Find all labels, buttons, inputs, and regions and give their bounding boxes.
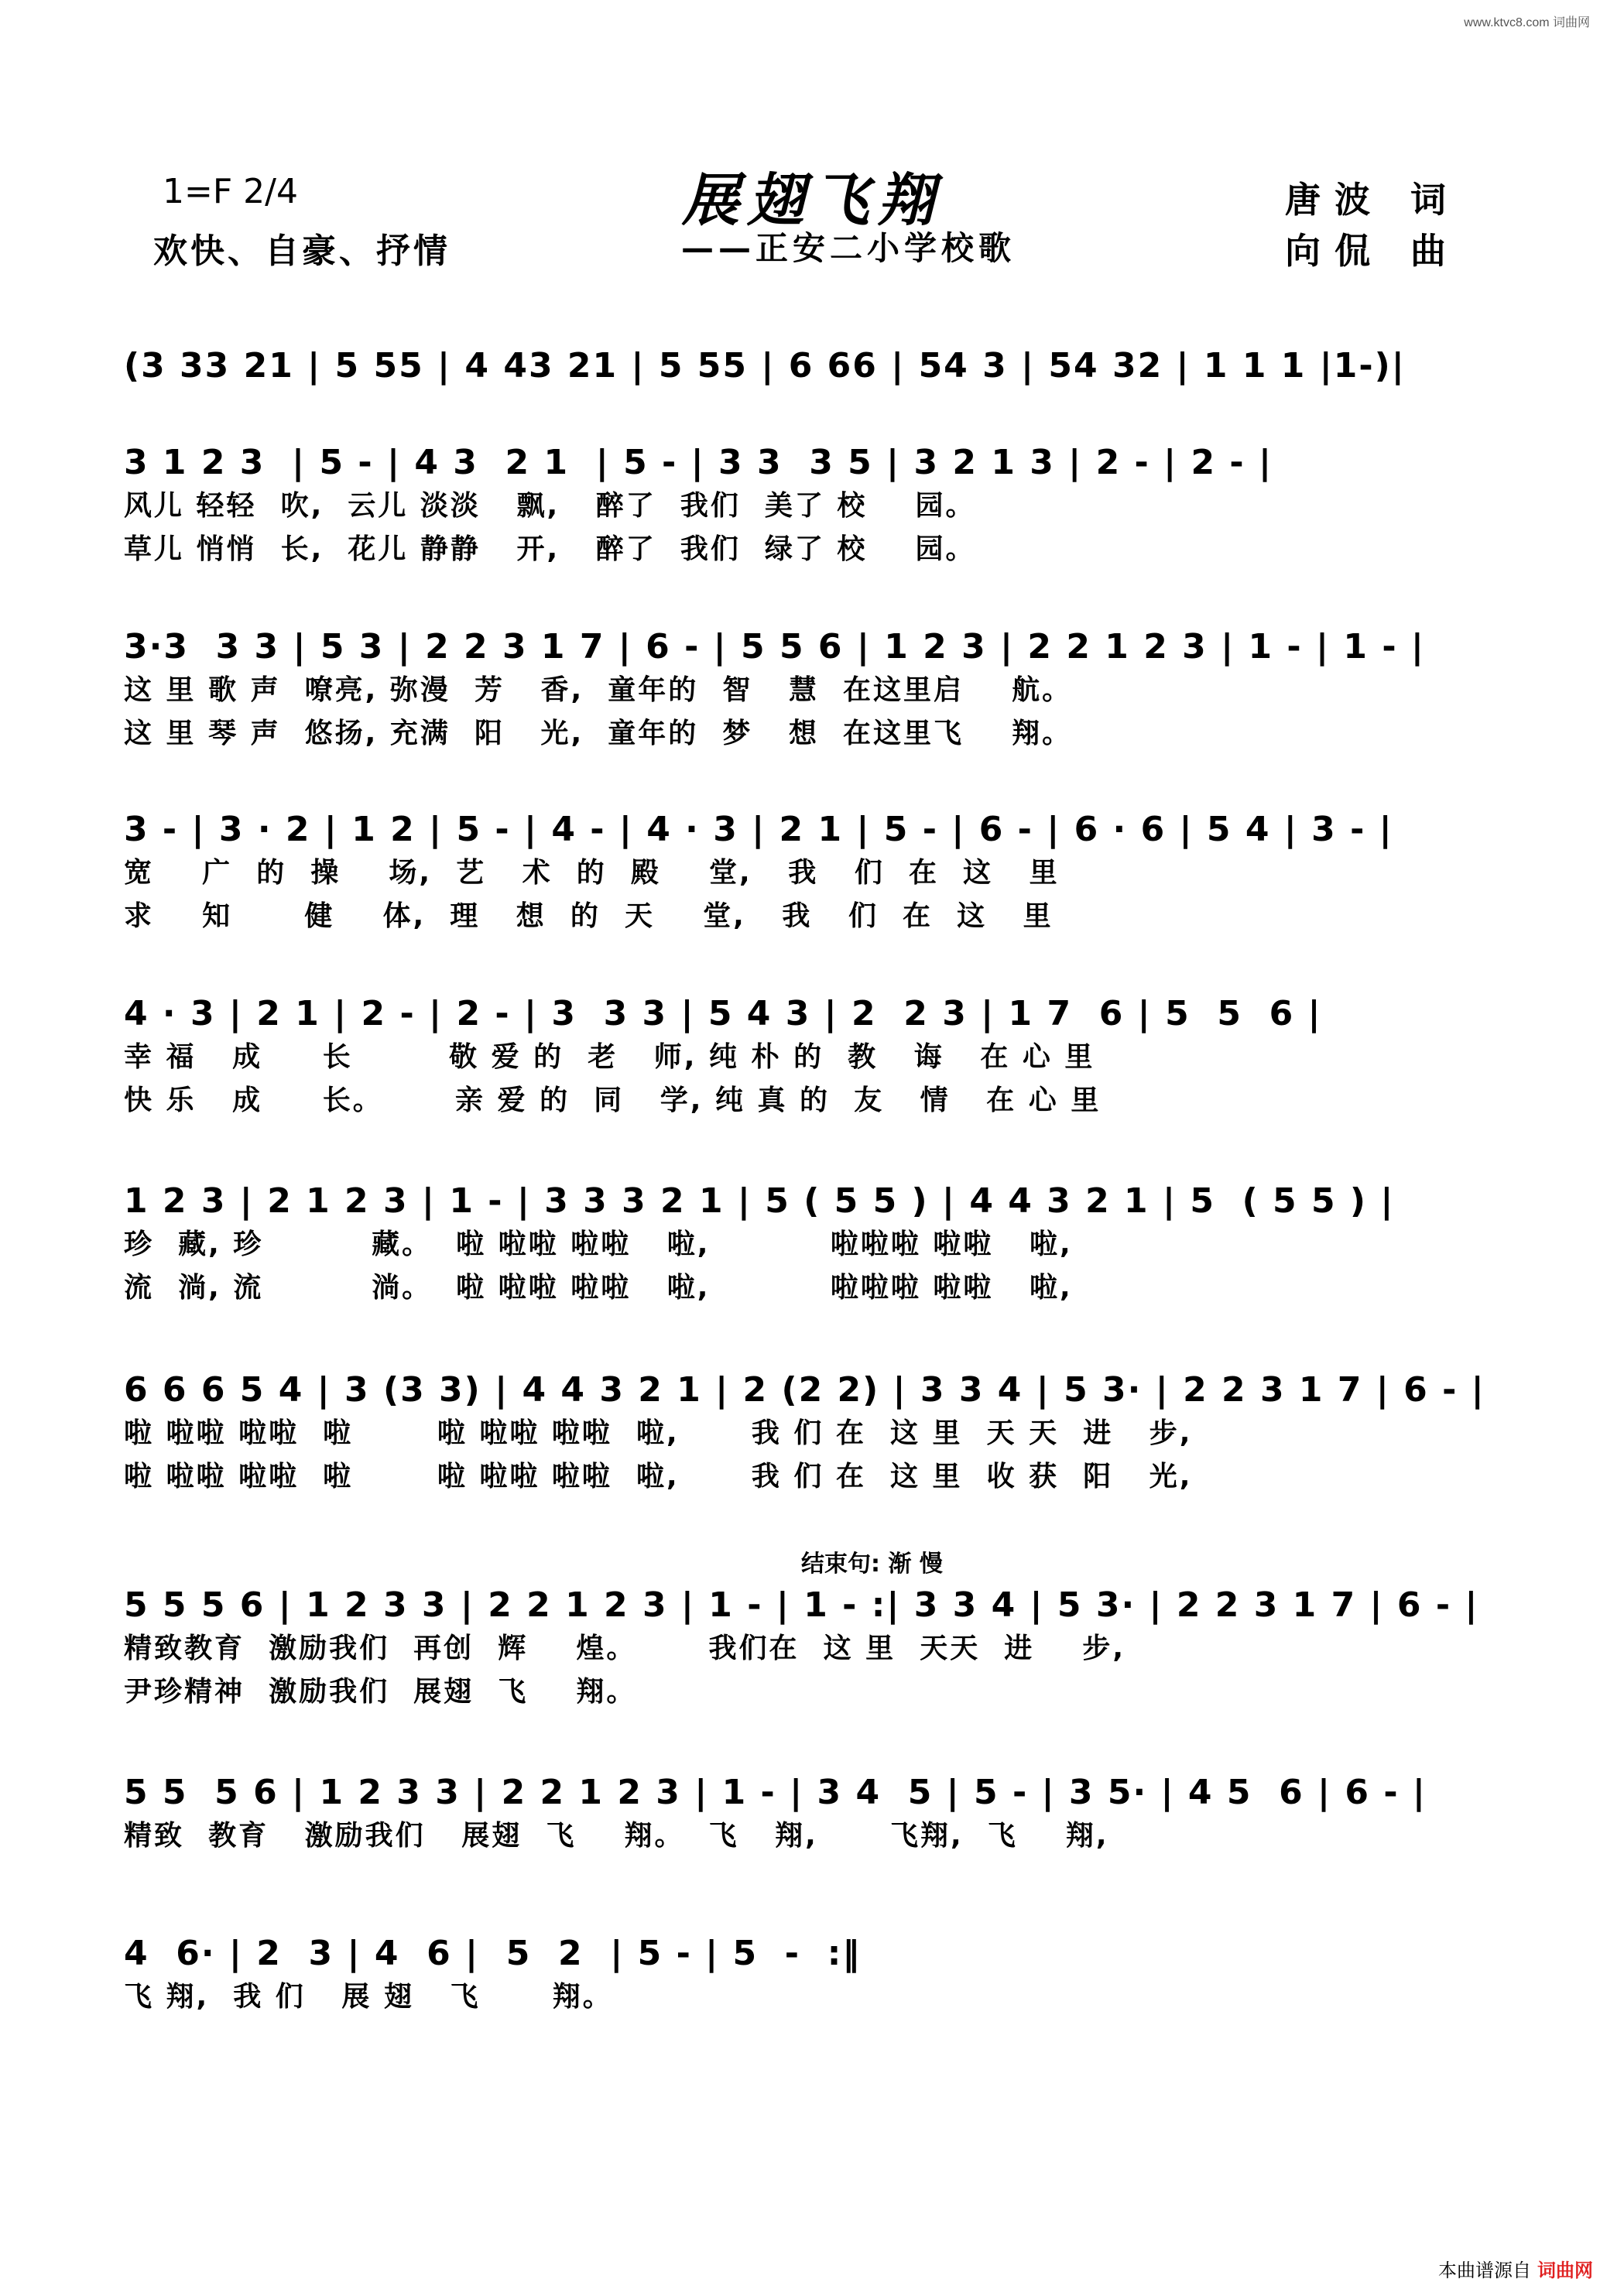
left-watermark-strip [5,31,15,2250]
notation-line: 4 · 3 | 2 1 | 2 - | 2 - | 3 3 3 | 5 4 3 | 2 2 3 | 1 7 6 | 5 5 6 | [124,994,1322,1033]
key-signature: 1=F 2/4 [163,172,298,211]
score-system-6 [124,1180,1471,1310]
song-title: 展翅飞翔 [682,167,942,234]
score-system-3 [124,625,1471,756]
lyric-line-1: 这 里 歌 声 嘹亮, 弥漫 芳 香, 童年的 智 慧 在这里启 航。 [124,674,1073,706]
lyric-line-1: 宽 广 的 操 场, 艺 术 的 殿 堂, 我 们 在 这 里 [124,857,1060,889]
lyricist-credit: 唐波 词 [1284,179,1460,221]
lyric-line-2: 快 乐 成 长。 亲 爱 的 同 学, 纯 真 的 友 情 在 心 里 [124,1085,1102,1116]
notation-line: 5 5 5 6 | 1 2 3 3 | 2 2 1 2 3 | 1 - | 1 - :| 3 3 4 | 5 3· | 2 2 3 1 7 | 6 - | [124,1585,1479,1625]
score-system-10 [124,1932,1471,2019]
lyric-line-2: 啦 啦啦 啦啦 啦 啦 啦啦 啦啦 啦, 我 们 在 这 里 收 获 阳 光, [124,1461,1193,1492]
lyric-line-1: 精致 教育 激励我们 展翅 飞 翔。 飞 翔, 飞翔, 飞 翔, [124,1820,1109,1852]
watermark-top: www.ktvc8.com 词曲网 [1464,16,1590,29]
notation-line: 6 6 6 5 4 | 3 (3 3) | 4 4 3 2 1 | 2 (2 2) | 3 3 4 | 5 3· | 2 2 3 1 7 | 6 - | [124,1370,1485,1410]
score-system-4 [124,808,1471,938]
site-brand[interactable]: 词曲网 [1537,2260,1593,2281]
score-header [0,155,1624,279]
notation-line: 3 - | 3 · 2 | 1 2 | 5 - | 4 - | 4 · 3 | 2 1 | 5 - | 6 - | 6 · 6 | 5 4 | 3 - | [124,810,1393,849]
lyric-line-2: 草儿 悄悄 长, 花儿 静静 开, 醉了 我们 绿了 校 园。 [124,533,976,565]
notation-line: 3·3 3 3 | 5 3 | 2 2 3 1 7 | 6 - | 5 5 6 | 1 2 3 | 2 2 1 2 3 | 1 - | 1 - | [124,627,1425,667]
score-system-8 [124,1584,1479,1714]
notation-line: 1 2 3 | 2 1 2 3 | 1 - | 3 3 3 2 1 | 5 ( 5 5 ) | 4 4 3 2 1 | 5 ( 5 5 ) | [124,1181,1395,1221]
score-system-2 [124,441,1471,571]
lyric-line-2: 流 淌, 流 淌。 啦 啦啦 啦啦 啦, 啦啦啦 啦啦 啦, [124,1272,1073,1304]
lyric-line-1: 珍 藏, 珍 藏。 啦 啦啦 啦啦 啦, 啦啦啦 啦啦 啦, [124,1229,1073,1260]
lyric-line-1: 幸 福 成 长 敬 爱 的 老 师, 纯 朴 的 教 诲 在 心 里 [124,1041,1095,1073]
score-system-5 [124,992,1471,1122]
lyric-line-2: 这 里 琴 声 悠扬, 充满 阳 光, 童年的 梦 想 在这里飞 翔。 [124,718,1073,749]
lyric-line-1: 精致教育 激励我们 再创 辉 煌。 我们在 这 里 天天 进 步, [124,1633,1126,1664]
tempo-marking: 欢快、自豪、抒情 [153,231,451,271]
notation-line: (3 33 21 | 5 55 | 4 43 21 | 5 55 | 6 66 | 54 3 | 54 32 | 1 1 1 |1-)| [124,346,1406,386]
coda-annotation: 结束句: 渐 慢 [801,1551,943,1578]
notation-line: 5 5 5 6 | 1 2 3 3 | 2 2 1 2 3 | 1 - | 3 4 5 | 5 - | 3 5· | 4 5 6 | 6 - | [124,1773,1427,1812]
source-text: 本曲谱源自 [1438,2260,1531,2281]
notation-line: 3 1 2 3 | 5 - | 4 3 2 1 | 5 - | 3 3 3 5 | 3 2 1 3 | 2 - | 2 - | [124,443,1273,482]
composer-credit: 向侃 曲 [1284,230,1460,272]
lyric-line-2: 尹珍精神 激励我们 展翅 飞 翔。 [124,1676,637,1708]
score-system-7 [124,1369,1485,1499]
right-watermark-strip [1609,31,1619,2250]
notation-line: 4 6· | 2 3 | 4 6 | 5 2 | 5 - | 5 - :‖ [124,1934,862,1973]
score-system-1 [124,344,1471,388]
lyric-line-2: 求 知 健 体, 理 想 的 天 堂, 我 们 在 这 里 [124,900,1054,932]
lyric-line-1: 飞 翔, 我 们 展 翅 飞 翔。 [124,1981,613,2013]
song-subtitle: ——正安二小学校歌 [681,229,1016,267]
score-system-9 [124,1771,1471,1858]
lyric-line-1: 啦 啦啦 啦啦 啦 啦 啦啦 啦啦 啦, 我 们 在 这 里 天 天 进 步, [124,1417,1193,1449]
source-footer [1438,2255,1593,2282]
lyric-line-1: 风儿 轻轻 吹, 云儿 淡淡 飘, 醉了 我们 美了 校 园。 [124,490,976,522]
